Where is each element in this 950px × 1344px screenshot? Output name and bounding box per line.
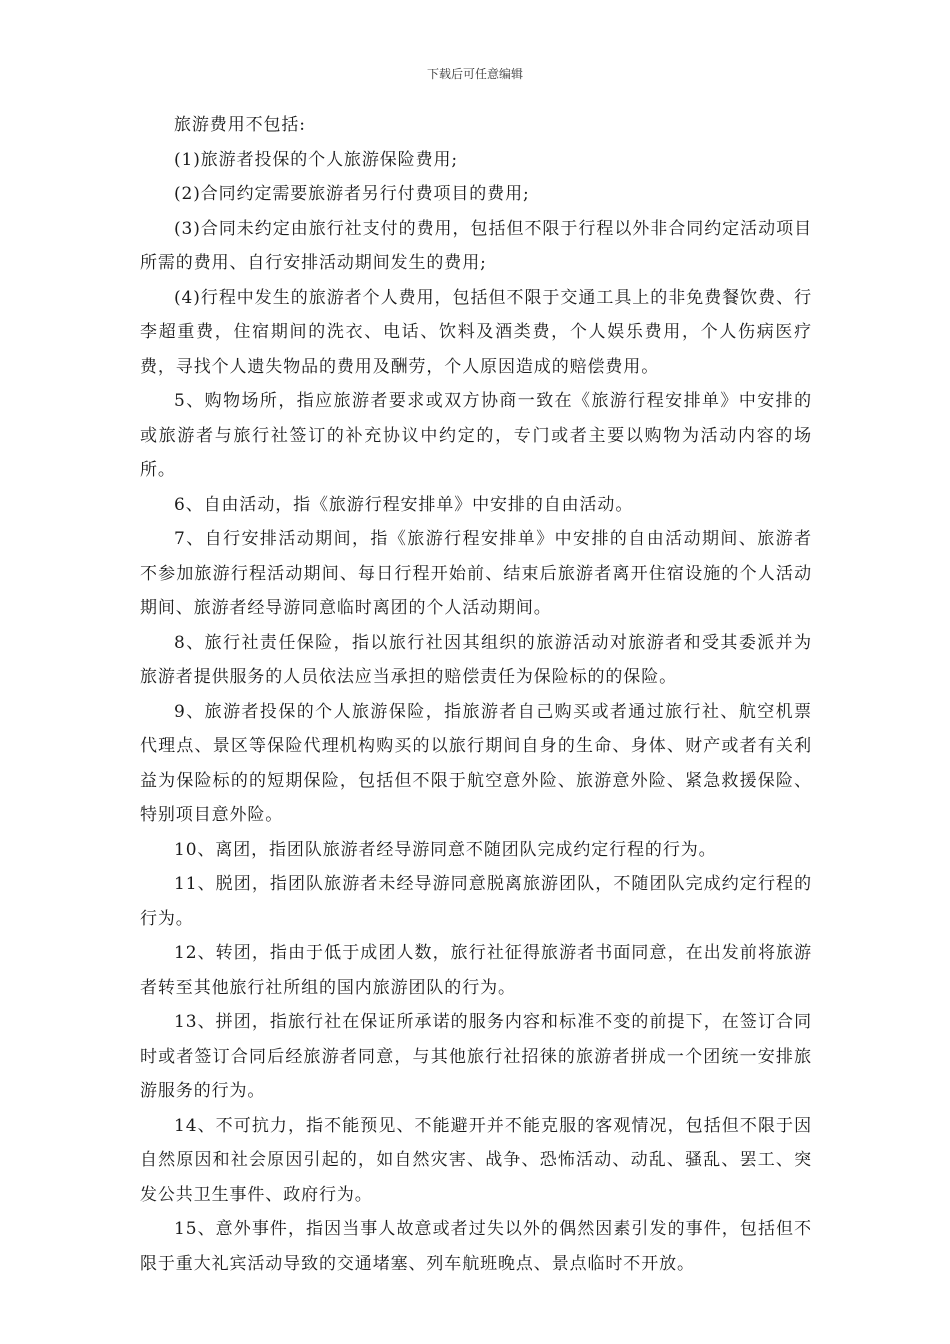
paragraph-definition-14: 14、不可抗力，指不能预见、不能避开并不能克服的客观情况，包括但不限于因自然原因和社会原因引起的，如自然灾害、战争、恐怖活动、动乱、骚乱、罢工、突发公共卫生事件、政府行为。 [140, 1115, 812, 1205]
paragraph-definition-7: 7、自行安排活动期间，指《旅游行程安排单》中安排的自由活动期间、旅游者不参加旅游行程活动期间、每日行程开始前、结束后旅游者离开住宿设施的个人活动期间、旅游者经导游同意临时离团的个人活动期间。 [140, 529, 812, 618]
paragraph-fee-item-3: (3)合同未约定由旅行社支付的费用，包括但不限于行程以外非合同约定活动项目所需的费用、自行安排活动期间发生的费用; [140, 218, 812, 273]
paragraph-definition-12: 12、转团，指由于低于成团人数，旅行社征得旅游者书面同意，在出发前将旅游者转至其他旅行社所组的国内旅游团队的行为。 [140, 943, 812, 998]
paragraph-definition-6: 6、自由活动，指《旅游行程安排单》中安排的自由活动。 [174, 494, 634, 515]
paragraph-fees-excluded-heading: 旅游费用不包括: [174, 115, 306, 135]
paragraph-definition-11: 11、脱团，指团队旅游者未经导游同意脱离旅游团队，不随团队完成约定行程的行为。 [140, 874, 812, 929]
paragraph-definition-15: 15、意外事件，指因当事人故意或者过失以外的偶然因素引发的事件，包括但不限于重大礼宾活动导致的交通堵塞、列车航班晚点、景点临时不开放。 [140, 1219, 812, 1274]
paragraph-definition-13: 13、拼团，指旅行社在保证所承诺的服务内容和标准不变的前提下，在签订合同时或者签订合同后经旅游者同意，与其他旅行社招徕的旅游者拼成一个团统一安排旅游服务的行为。 [140, 1012, 812, 1101]
paragraph-fee-item-2: (2)合同约定需要旅游者另行付费项目的费用; [174, 184, 530, 204]
paragraph-definition-8: 8、旅行社责任保险，指以旅行社因其组织的旅游活动对旅游者和受其委派并为旅游者提供服务的人员依法应当承担的赔偿责任为保险标的的保险。 [140, 632, 812, 687]
paragraph-fee-item-4: (4)行程中发生的旅游者个人费用，包括但不限于交通工具上的非免费餐饮费、行李超重费，住宿期间的洗衣、电话、饮料及酒类费，个人娱乐费用，个人伤病医疗费，寻找个人遗失物品的费用及酬劳，个人原因造成的赔偿费用。 [140, 287, 812, 377]
document-body [140, 108, 812, 1281]
paragraph-fee-item-1: (1)旅游者投保的个人旅游保险费用; [174, 149, 459, 170]
paragraph-definition-10: 10、离团，指团队旅游者经导游同意不随团队完成约定行程的行为。 [174, 839, 717, 860]
paragraph-definition-9: 9、旅游者投保的个人旅游保险，指旅游者自己购买或者通过旅行社、航空机票代理点、景区等保险代理机构购买的以旅行期间自身的生命、身体、财产或者有关利益为保险标的的短期保险，包括但不限于航空意外险、旅游意外险、紧急救援保险、特别项目意外险。 [140, 701, 812, 825]
paragraph-definition-5: 5、购物场所，指应旅游者要求或双方协商一致在《旅游行程安排单》中安排的或旅游者与旅行社签订的补充协议中约定的，专门或者主要以购物为活动内容的场所。 [140, 391, 812, 480]
page-header: 下载后可任意编辑 [426, 67, 523, 81]
